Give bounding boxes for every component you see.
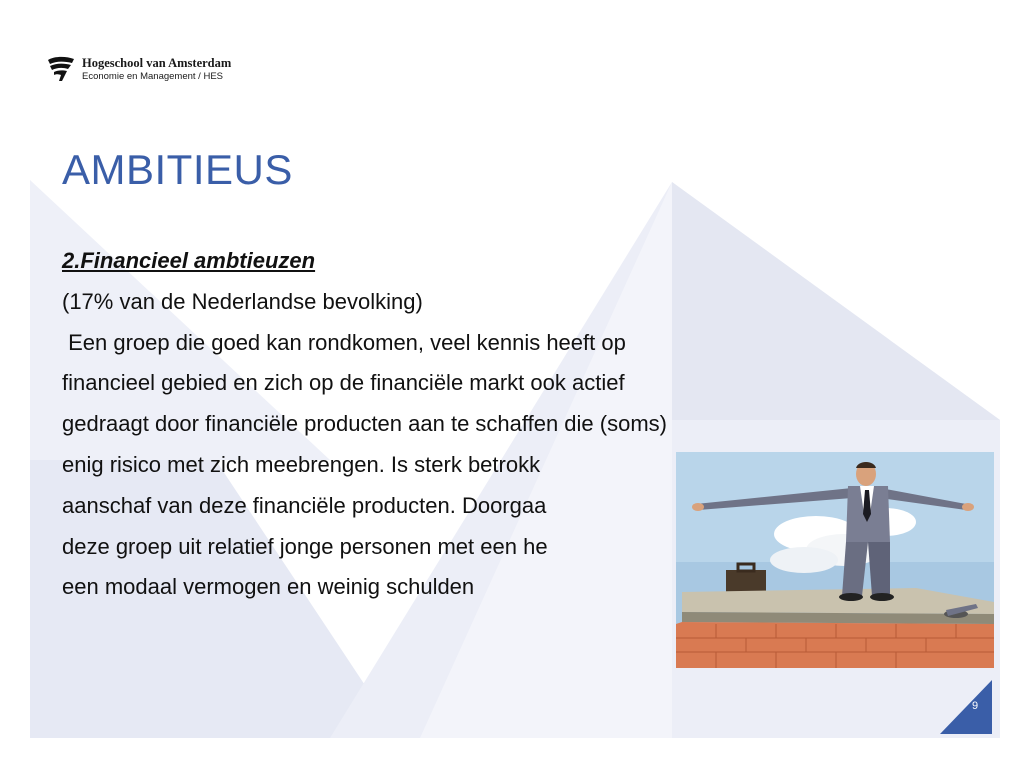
org-name: Hogeschool van Amsterdam — [82, 56, 232, 70]
body-line: gedraagt door financiële producten aan te schaffen die (soms) — [62, 411, 667, 437]
body-line: aanschaf van deze financiële producten. Doorgaa — [62, 492, 547, 518]
body-line: deze groep uit relatief jonge personen met een he — [62, 533, 548, 559]
body-line: (17% van de Nederlandse bevolking) — [62, 288, 423, 314]
businessman-clipart — [676, 452, 994, 668]
body-subheading: 2.Financieel ambtieuzen — [62, 248, 316, 273]
body-line: enig risico met zich meebrengen. Is sterk betrokk — [62, 451, 541, 477]
body-line: een modaal vermogen en weinig schulden — [62, 574, 475, 600]
body-line: Een groep die goed kan rondkomen, veel kennis heeft op — [62, 329, 626, 355]
body-line: financieel gebied en zich op de financiële markt ook actief — [62, 370, 625, 396]
page-number: 9 — [972, 700, 979, 712]
org-subtitle: Economie en Management / HES — [82, 71, 223, 82]
slide-title: AMBITIEUS — [62, 146, 293, 193]
page-number-badge — [940, 680, 992, 734]
institution-logo — [46, 54, 286, 86]
hva-logo-icon — [46, 54, 76, 84]
